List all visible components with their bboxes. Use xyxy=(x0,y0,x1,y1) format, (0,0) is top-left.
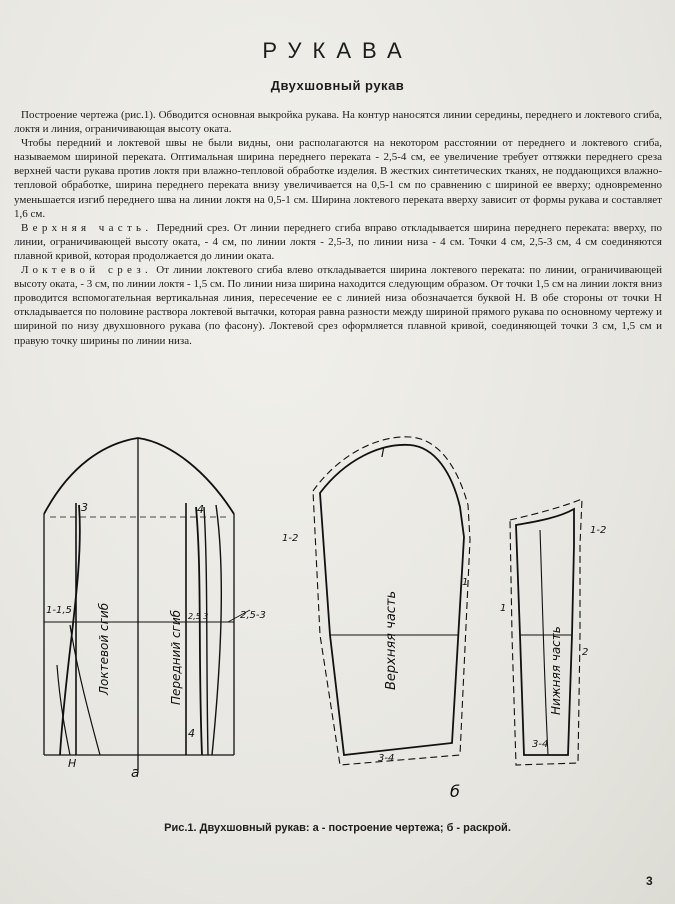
elbow-cut-heading: Локтевой срез. xyxy=(21,264,153,277)
label-a-4-top: 4 xyxy=(197,503,204,516)
page-title: РУКАВА xyxy=(262,38,413,63)
label-lower-part: Нижняя часть xyxy=(549,626,563,715)
paragraph-perekat: Чтобы передний и локтевой швы не были видны, они располагаются на некотором расстоянии от переднего и локтевого сгиба, называемом шириной переката. Оптимальная ширина переднего переката - 2,5-4 см, ее увеличение требует оттяжки переднего среза верхней части рукава против локтя при влажно-тепловой обработке изделия. В жестких синтетических тканях, не поддающихся влажно-тепловой обработке, ширина переднего переката внизу увеличивается на 0,5-1 см по сравнению с шириной ее вверху; одновременно уменьшается изгиб переднего шва на линии локтя на 0,5-1 см. Ширина локтевого переката вверху зависит от формы рукава и составляет 1,6 см. xyxy=(14,137,662,220)
label-b-top-mark: I xyxy=(381,446,385,460)
page-number: 3 xyxy=(646,874,653,888)
elbow-cut-text: От линии локтевого сгиба влево откладывается ширина локтевого переката: по линии, ограничивающей высоту оката, - 3 см, по линии локтя - 1,5 см. По линии низа ширина находится следующим образом. От точки 1,5 см на линии локтя вниз проводится вспомогательная вертикальная линия, пересечение ее с линией низа обозначается буквой Н. В обе стороны от точки Н откладывается по половине раствора локтевой вытачки, которая равна разности между шириной прямого рукава по основному чертежу и шириной по низу двухшовного рукава (по фасону). Локтевой срез оформляется плавной кривой, соединяющей точки 3 см, 1,5 см и правую точку ширины по линии низа. xyxy=(14,264,662,347)
label-a-4-bottom: 4 xyxy=(188,727,195,740)
label-c-3-4: 3-4 xyxy=(532,739,549,750)
upper-part-text: Передний срез. От линии переднего сгиба вправо откладывается ширина переднего переката: вверху, по линии, ограничивающей высоту оката, - 4 см, по линии локтя - 2,5-3, по линии низа - 4 см. Точки 4 см, 2,5-3 см, 4 см соединяются плавной кривой, которая продолжается до линии оката. xyxy=(14,221,663,262)
section-subtitle: Двухшовный рукав xyxy=(270,78,405,93)
label-c-2: 2 xyxy=(582,647,589,658)
label-a-1-15: 1-1,5 xyxy=(46,605,72,616)
label-a-3: 3 xyxy=(81,501,88,514)
body-text xyxy=(14,108,662,348)
label-c-1-2: 1-2 xyxy=(590,525,607,536)
figure-sleeve-drawing xyxy=(0,425,675,820)
label-c-1: 1 xyxy=(500,603,507,614)
label-a-25-3: 2,5-3 xyxy=(240,610,266,621)
label-upper-part: Верхняя часть xyxy=(384,590,399,690)
label-b-3-4: 3-4 xyxy=(378,753,395,764)
label-b-1-2: 1-2 xyxy=(282,533,299,544)
label-c-letter: б xyxy=(450,782,460,801)
paragraph-construction: Построение чертежа (рис.1). Обводится основная выкройка рукава. На контур наносятся линии середины, переднего и локтевого сгиба, локтя и линия, ограничивающая высоту оката. xyxy=(14,109,662,136)
drawing-lower-part xyxy=(510,499,582,765)
label-front-fold: Передний сгиб xyxy=(169,609,183,705)
paragraph-upper-part xyxy=(14,221,662,263)
paragraph-elbow-cut xyxy=(14,263,662,348)
label-b-1: 1 xyxy=(462,577,469,588)
upper-part-heading: Верхняя часть. xyxy=(21,221,153,234)
label-elbow-fold: Локтевой сгиб xyxy=(97,602,111,695)
figure-caption: Рис.1. Двухшовный рукав: а - построение чертежа; б - раскрой. xyxy=(164,822,511,834)
label-a-25-3-inner: 2,5 3 xyxy=(188,612,209,621)
label-a-letter-h: Н xyxy=(68,757,77,770)
drawing-a xyxy=(44,438,250,770)
label-a-letter: а xyxy=(131,765,140,781)
